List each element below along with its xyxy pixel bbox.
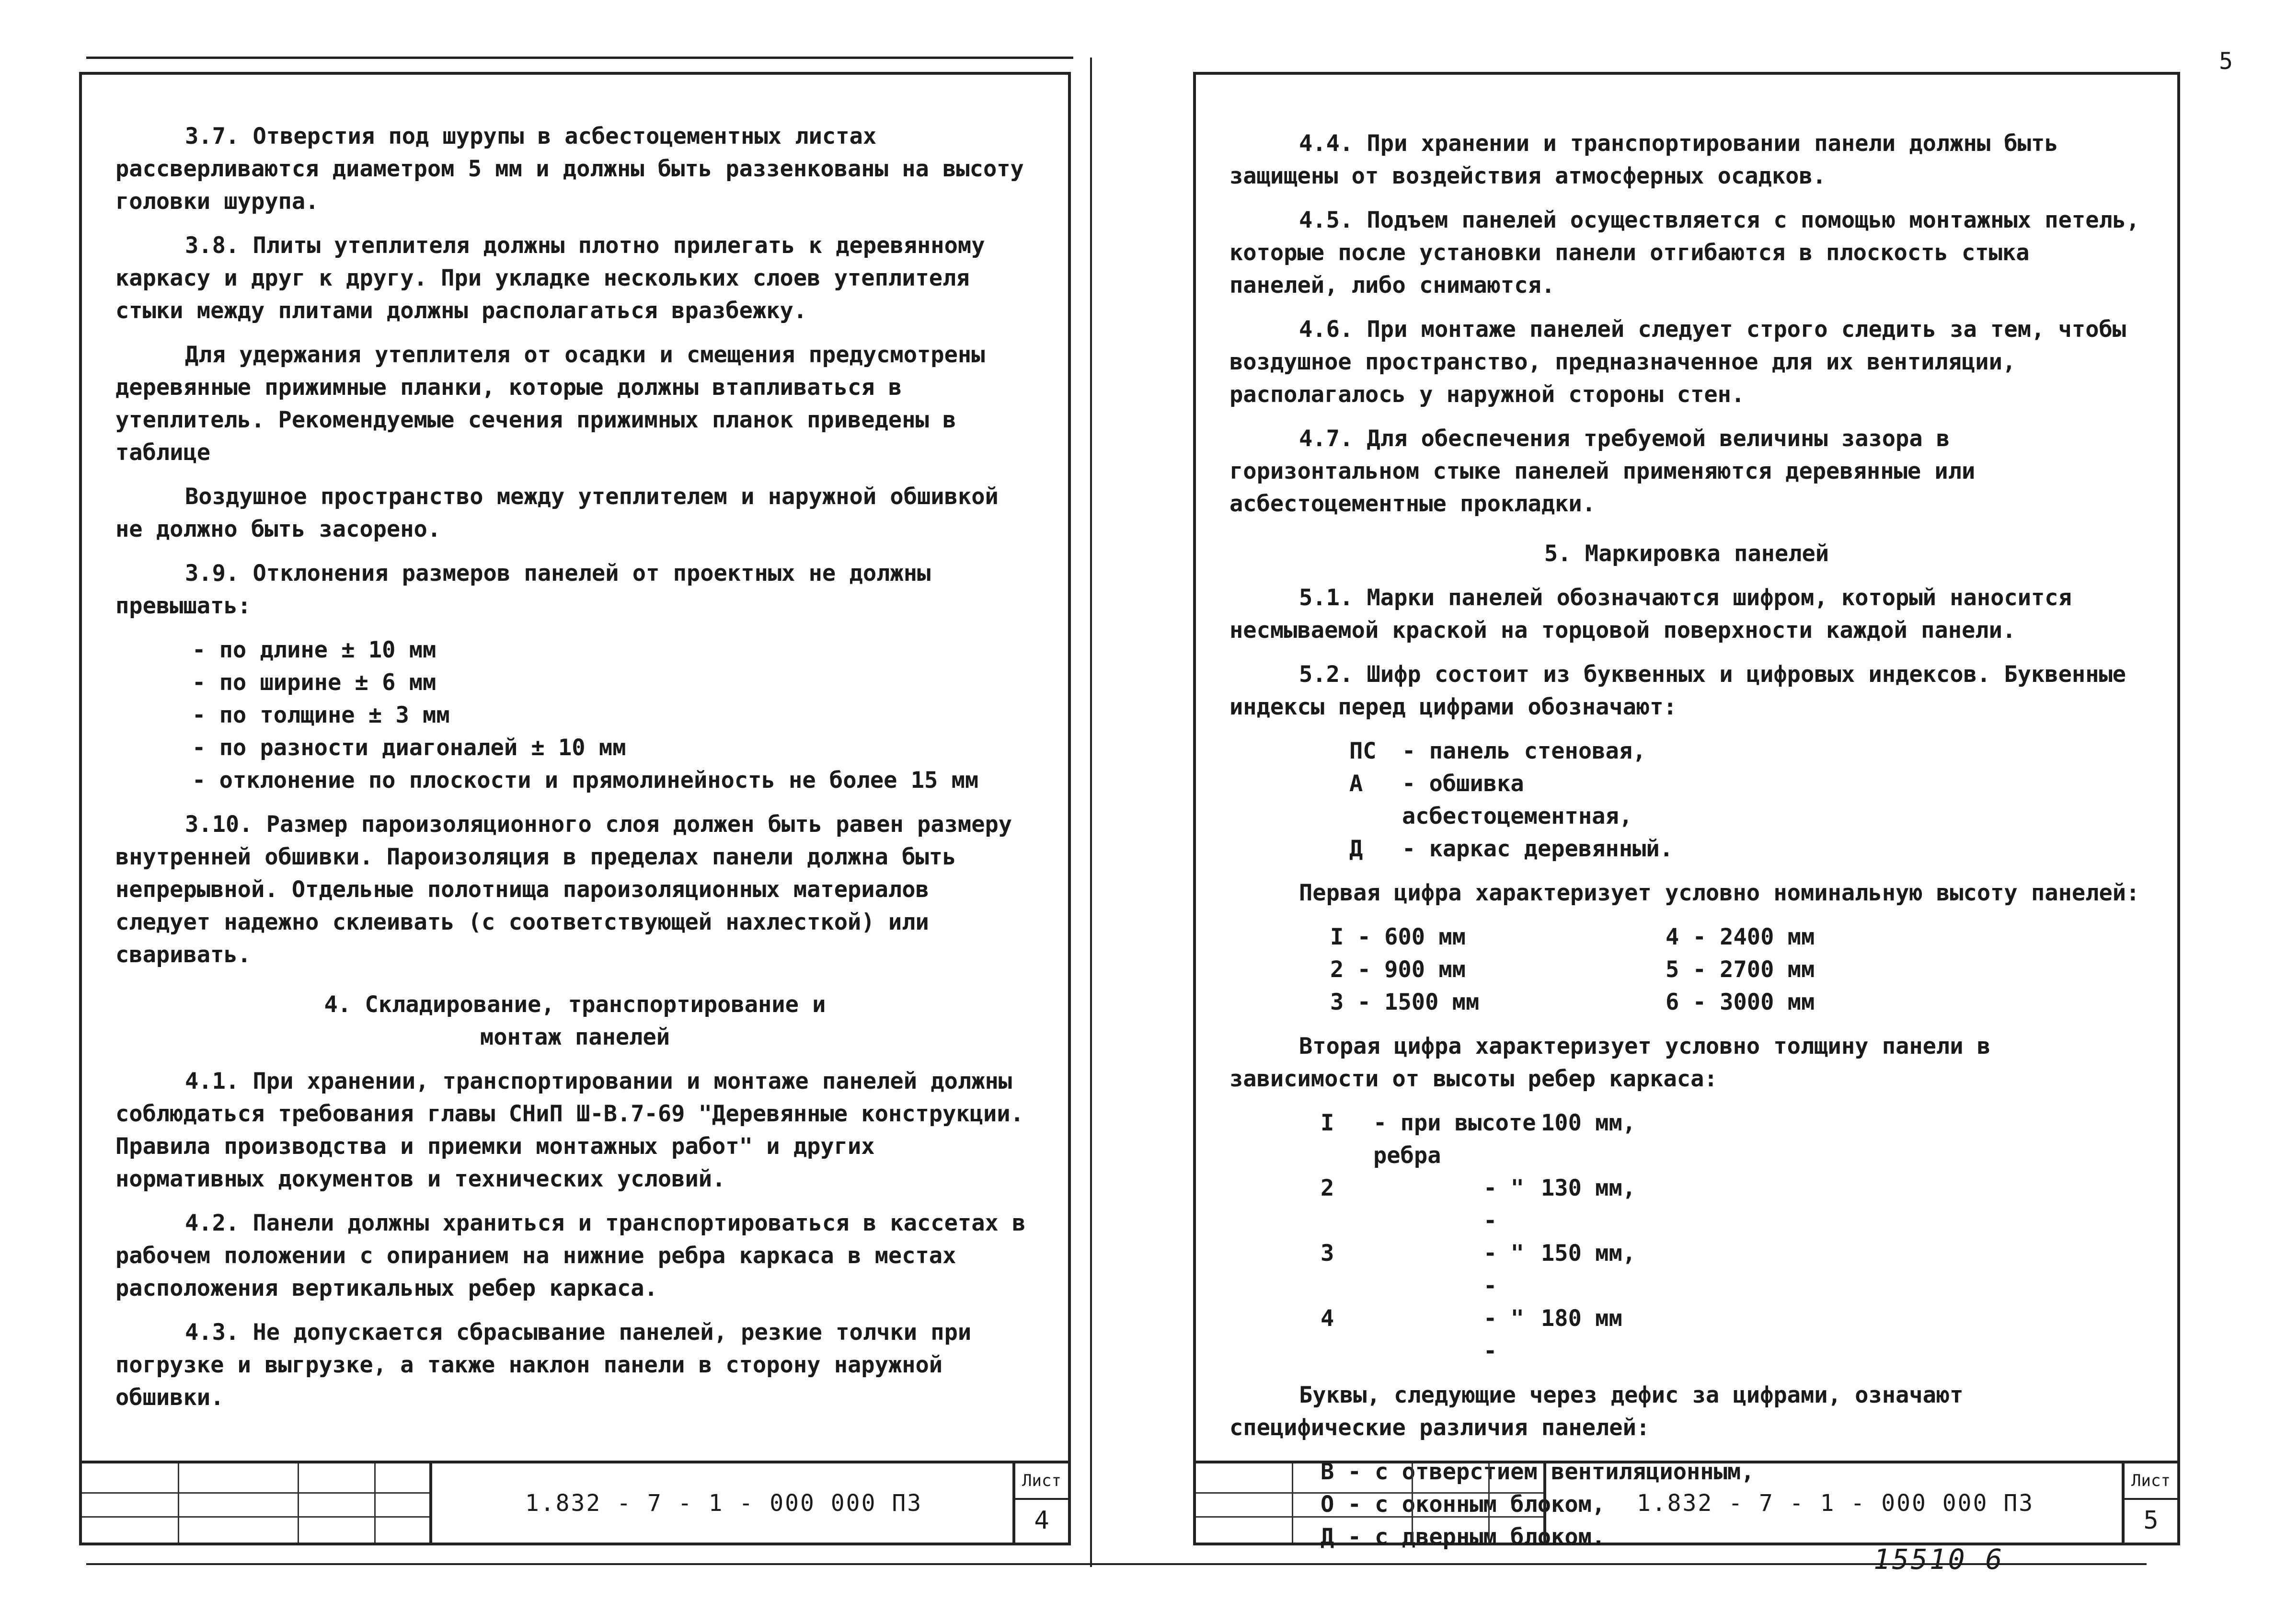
right-text-block: [1229, 127, 2144, 1565]
list-item: - по длине ± 10 мм: [192, 637, 437, 663]
rib-mid: - " -: [1483, 1240, 1524, 1299]
code-desc: - обшивка асбестоцементная,: [1402, 771, 1633, 829]
sheet-label: Лист: [2125, 1463, 2177, 1500]
stamp-col-line: [178, 1463, 179, 1543]
rib-index: I: [1321, 1110, 1334, 1136]
list-item: В - с отверстием вентиляционным,: [1321, 1459, 1755, 1485]
paragraph-4-1: 4.1. При хранении, транспортировании и монтаже панелей должны соблюдаться требования главы СНиП Ш-В.7-69 "Деревянные конструкции. Правила производства и приемки монтажных работ" и других нормативных документов и технических условий.: [115, 1068, 1024, 1192]
paragraph-first-digit: Первая цифра характеризует условно номинальную высоту панелей:: [1299, 880, 2140, 906]
height-item: 5 - 2700 мм: [1666, 956, 1815, 983]
page-number: 5: [2219, 48, 2233, 75]
rib-mid: - " -: [1483, 1175, 1524, 1234]
height-item: 3 - 1500 мм: [1330, 989, 1480, 1015]
top-border-line-left: [86, 57, 1073, 59]
paragraph-air-space: Воздушное пространство между утеплителем и наружной обшивкой не должно быть засорено.: [115, 484, 999, 542]
stamp-col-line: [1488, 1463, 1490, 1543]
paragraph-4-7: 4.7. Для обеспечения требуемой величины зазора в горизонтальном стыке панелей применяются деревянные или асбестоцементные прокладки.: [1229, 426, 1976, 517]
title-block-stamp: [82, 1461, 1068, 1543]
center-divider-line: [1090, 58, 1092, 1567]
paragraph-second-digit: Вторая цифра характеризует условно толщину панели в зависимости от высоты ребер каркаса:: [1229, 1033, 1991, 1092]
rib-value: 130 мм,: [1541, 1175, 1636, 1201]
code-letter: ПС: [1349, 738, 1377, 764]
paragraph-3-7: 3.7. Отверстия под шурупы в асбестоцементных листах рассверливаются диаметром 5 мм и должны быть раззенкованы на высоту головки шурупа.: [115, 123, 1024, 215]
sheet-number-box: [1012, 1463, 1068, 1543]
code-desc: - панель стеновая,: [1402, 738, 1646, 764]
code-letter: Д: [1349, 836, 1363, 862]
rib-mid: - при высоте ребра: [1373, 1110, 1536, 1169]
sheet-number-box: [2122, 1463, 2177, 1543]
right-sheet: [1193, 72, 2180, 1550]
list-item: Д - с дверным блоком.: [1321, 1524, 1606, 1550]
rib-value: 180 мм: [1541, 1305, 1622, 1332]
list-item: О - с оконным блоком,: [1321, 1491, 1606, 1518]
stamp-row-line: [82, 1492, 429, 1494]
rib-value: 150 мм,: [1541, 1240, 1636, 1267]
height-item: 4 - 2400 мм: [1666, 924, 1815, 950]
rib-index: 2: [1321, 1175, 1334, 1201]
sheet-number: 5: [2143, 1506, 2159, 1535]
list-item: - отклонение по плоскости и прямолинейность не более 15 мм: [192, 767, 979, 794]
sheet-number: 4: [1034, 1506, 1049, 1535]
stamp-row-line: [82, 1516, 429, 1518]
paragraph-letters: Буквы, следующие через дефис за цифрами, означают специфические различия панелей:: [1229, 1382, 1964, 1441]
code-letter: А: [1349, 771, 1363, 797]
section-4-title-line2: монтаж панелей: [480, 1024, 670, 1050]
height-item: 2 - 900 мм: [1330, 956, 1466, 983]
rib-mid: - " -: [1483, 1305, 1524, 1364]
paragraph-5-1: 5.1. Марки панелей обозначаются шифром, который наносится несмываемой краской на торцовой поверхности каждой панели.: [1229, 585, 2072, 644]
list-item: - по ширине ± 6 мм: [192, 669, 437, 696]
rib-value: 100 мм,: [1541, 1110, 1636, 1136]
height-table: [1330, 921, 2144, 1019]
stamp-row-line: [1196, 1516, 1543, 1518]
rib-index: 3: [1321, 1240, 1334, 1267]
paragraph-insulation-holding: Для удержания утеплителя от осадки и смещения предусмотрены деревянные прижимные планки, которые должны втапливаться в утеплитель. Рекомендуемые сечения прижимных планок приведены в таблице: [115, 342, 985, 466]
title-block-stamp: [1196, 1461, 2177, 1543]
stamp-col-line: [1412, 1463, 1413, 1543]
stamp-col-line: [374, 1463, 376, 1543]
paragraph-4-6: 4.6. При монтаже панелей следует строго следить за тем, чтобы воздушное пространство, предназначенное для их вентиляции, располагалось у наружной стороны стен.: [1229, 316, 2126, 408]
sheet-label: Лист: [1015, 1463, 1068, 1500]
left-sheet: [79, 72, 1071, 1545]
rib-height-table: [1321, 1107, 2144, 1368]
stamp-col-line: [298, 1463, 299, 1543]
deviation-list: [192, 634, 1034, 797]
inventory-number: 15510 6: [1873, 1543, 2004, 1576]
paragraph-3-8: 3.8. Плиты утеплителя должны плотно прилегать к деревянному каркасу и друг к другу. При укладке нескольких слоев утеплителя стыки между плитами должны располагаться вразбежку.: [115, 232, 985, 324]
paragraph-5-2: 5.2. Шифр состоит из буквенных и цифровых индексов. Буквенные индексы перед цифрами обозначают:: [1229, 661, 2126, 720]
paragraph-4-5: 4.5. Подъем панелей осуществляется с помощью монтажных петель, которые после установки панели отгибаются в плоскость стыка панелей, либо снимаются.: [1229, 207, 2140, 299]
stamp-row-line: [1196, 1492, 1543, 1494]
height-item: I - 600 мм: [1330, 924, 1466, 950]
paragraph-4-2: 4.2. Панели должны храниться и транспортироваться в кассетах в рабочем положении с опиранием на нижние ребра каркаса в местах расположения вертикальных ребер каркаса.: [115, 1210, 1026, 1302]
height-item: 6 - 3000 мм: [1666, 989, 1815, 1015]
paragraph-3-9: 3.9. Отклонения размеров панелей от проектных не должны превышать:: [115, 560, 931, 619]
code-desc: - каркас деревянный.: [1402, 836, 1673, 862]
stamp-col-line: [1292, 1463, 1293, 1543]
section-5-title: 5. Маркировка панелей: [1544, 541, 1829, 567]
document-code: 1.832 - 7 - 1 - 000 000 ПЗ: [1543, 1463, 2125, 1543]
section-4-title: [115, 989, 1034, 1054]
paragraph-3-10: 3.10. Размер пароизоляционного слоя должен быть равен размеру внутренней обшивки. Пароизоляция в пределах панели должна быть непрерывной. Отдельные полотнища пароизоляционных материалов следует надежно склеивать (с соответствующей нахлесткой) или сваривать.: [115, 811, 1012, 968]
document-code: 1.832 - 7 - 1 - 000 000 ПЗ: [429, 1463, 1015, 1543]
paragraph-4-3: 4.3. Не допускается сбрасывание панелей, резкие толчки при погрузке и выгрузке, а также наклон панели в сторону наружной обшивки.: [115, 1319, 972, 1411]
section-4-title-line1: 4. Складирование, транспортирование и: [324, 991, 826, 1018]
list-item: - по толщине ± 3 мм: [192, 702, 450, 728]
code-list: [1349, 735, 2144, 865]
list-item: - по разности диагоналей ± 10 мм: [192, 735, 626, 761]
rib-index: 4: [1321, 1305, 1334, 1332]
left-text-block: [115, 120, 1034, 1426]
paragraph-4-4: 4.4. При хранении и транспортировании панели должны быть защищены от воздействия атмосферных осадков.: [1229, 130, 2058, 189]
